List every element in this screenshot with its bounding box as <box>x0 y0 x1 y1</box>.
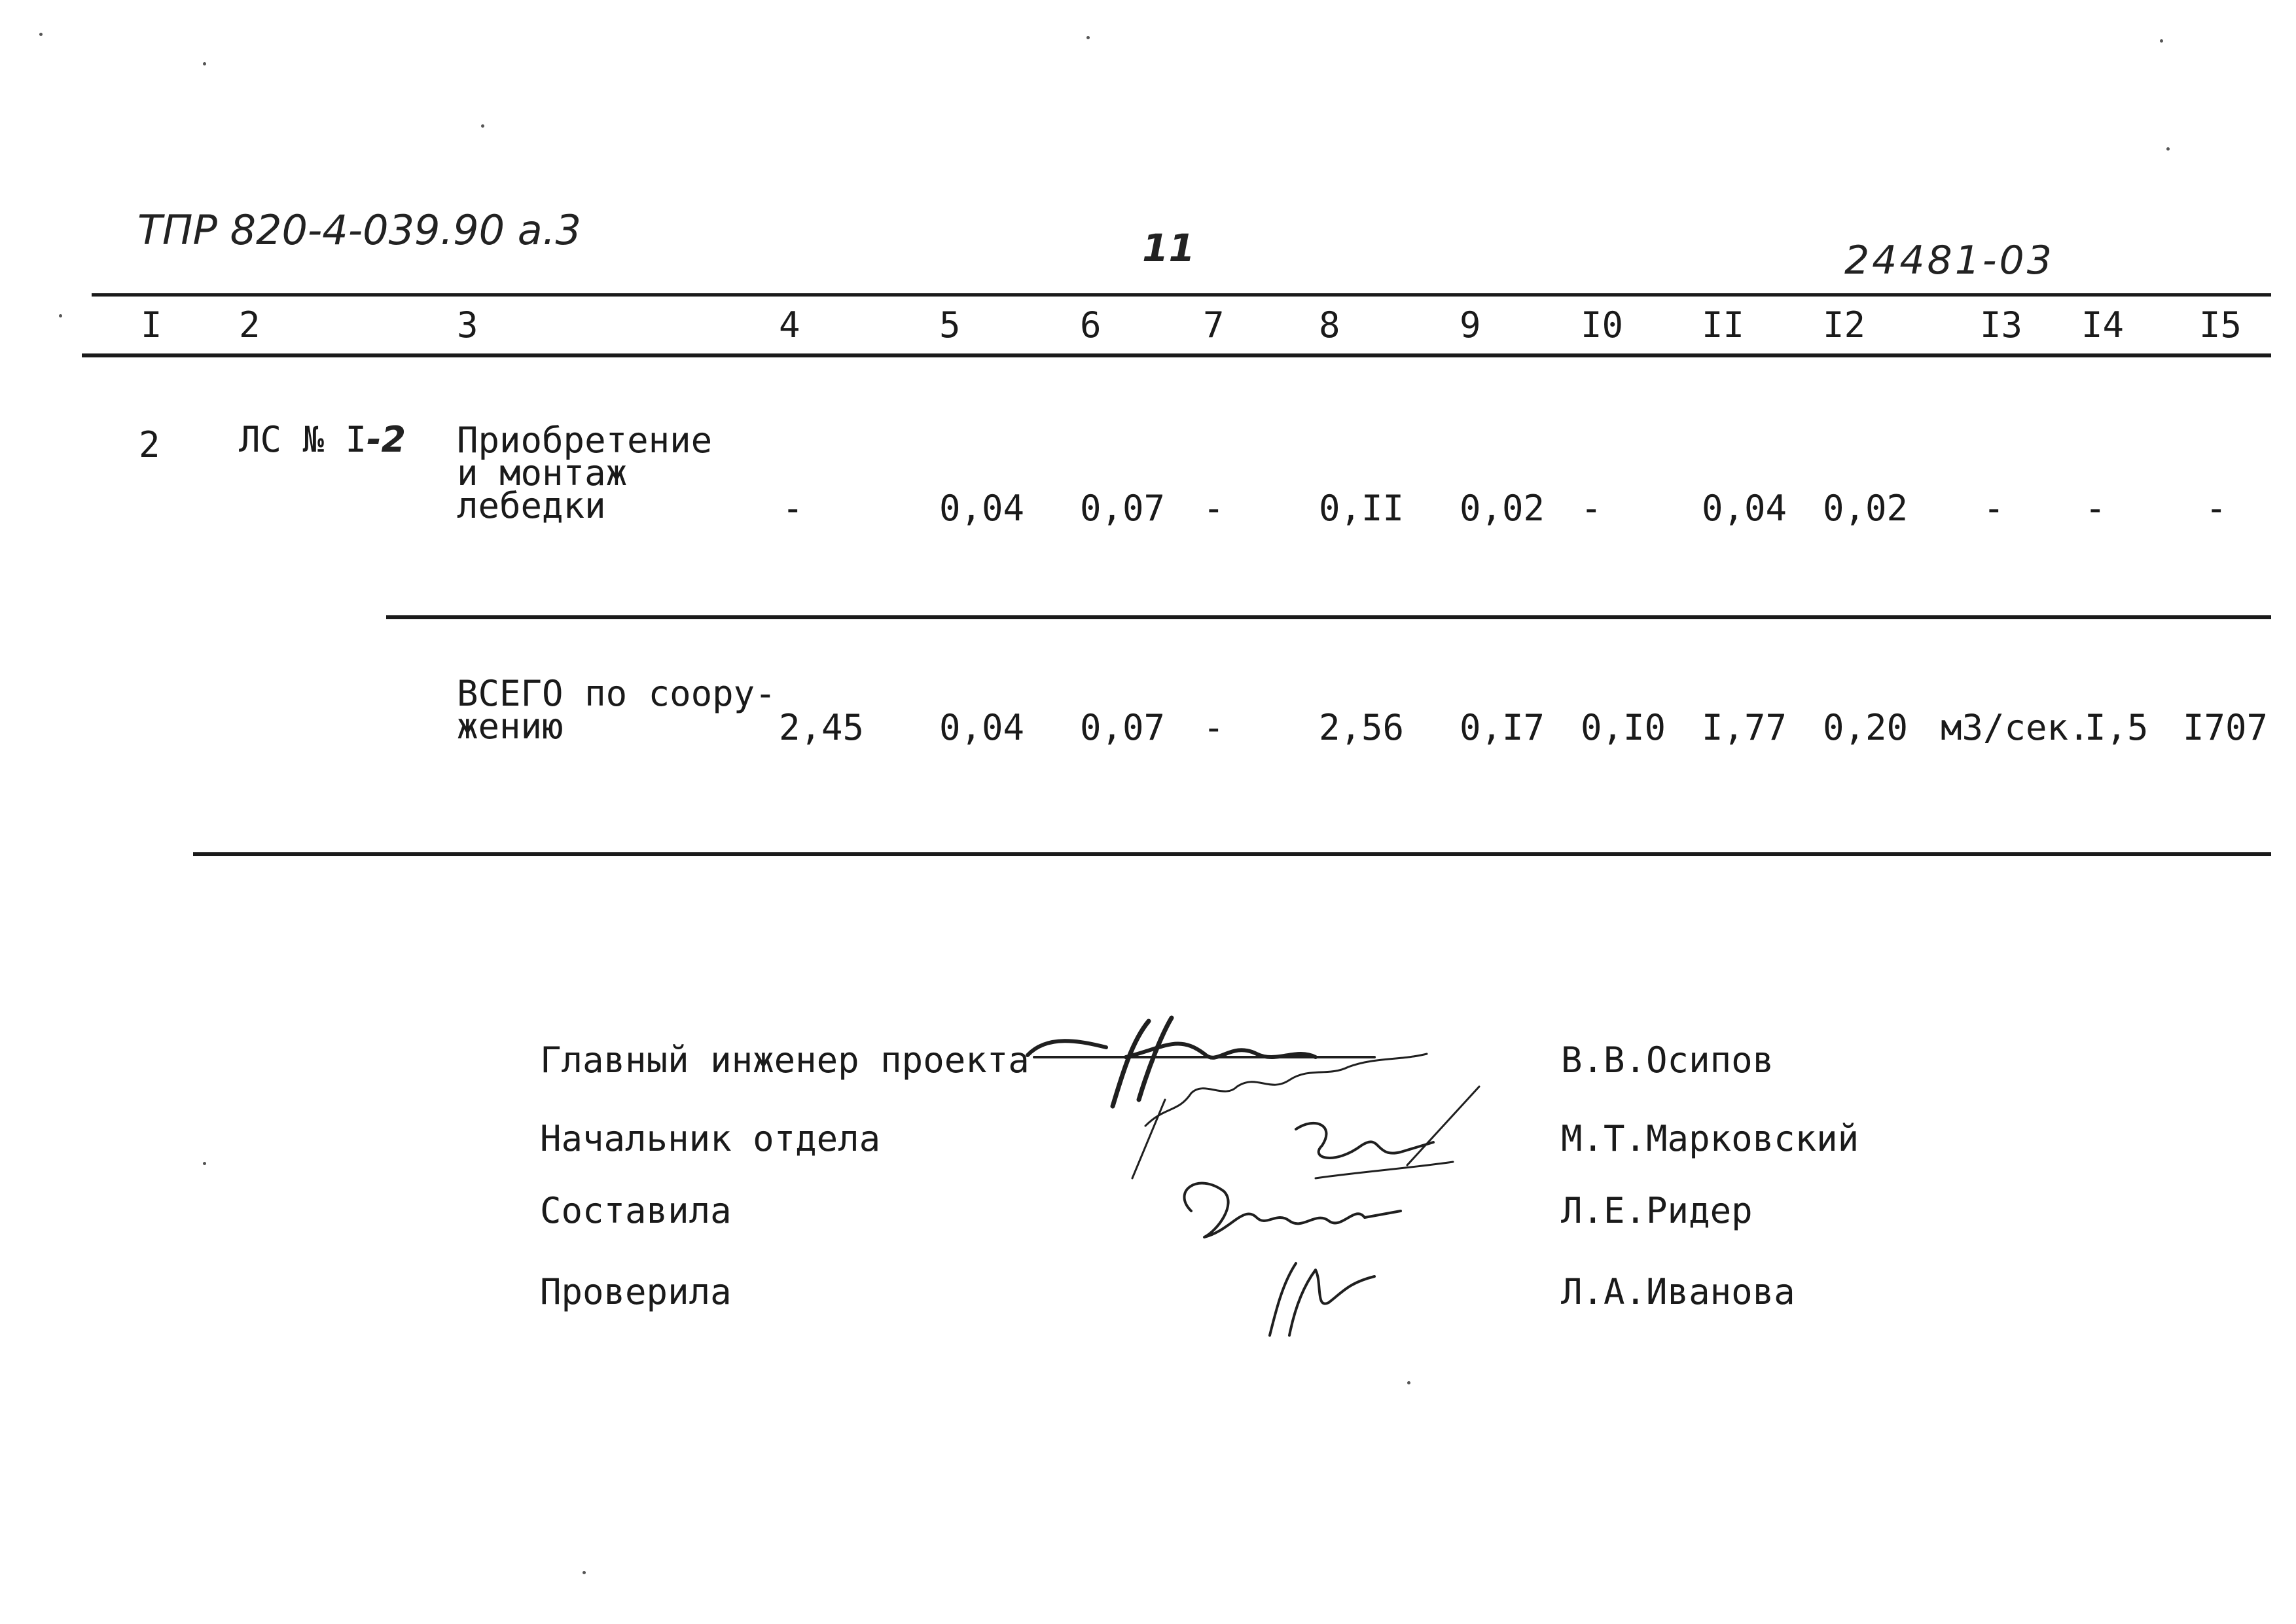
column-header-5: 5 <box>939 304 961 346</box>
estimate-ref-printed: ЛС № I <box>239 419 367 460</box>
column-header-2: 2 <box>239 304 260 346</box>
total-col-5: 0,04 <box>939 707 1025 748</box>
cell-col-13: - <box>1983 488 2005 529</box>
cell-col-8: 0,II <box>1319 488 1405 529</box>
cell-row-number: 2 <box>139 424 160 465</box>
cell-col-10: - <box>1581 488 1602 529</box>
cell-description <box>457 420 713 526</box>
total-col-11: I,77 <box>1702 707 1787 748</box>
scan-speck <box>203 1162 206 1165</box>
cell-col-4: - <box>782 488 804 529</box>
cell-col-12: 0,02 <box>1823 488 1909 529</box>
column-header-11: II <box>1702 304 1745 346</box>
cell-col-7: - <box>1203 488 1225 529</box>
signature-name-3: Л.Е.Ридер <box>1561 1190 1753 1231</box>
column-header-1: I <box>141 304 162 346</box>
scan-speck <box>59 314 62 317</box>
total-col-13: м3/сек. <box>1941 707 2090 748</box>
total-label-line-1: ВСЕГО по соору- <box>457 673 776 714</box>
column-header-8: 8 <box>1319 304 1340 346</box>
scan-speck <box>203 62 206 65</box>
scan-speck <box>2166 147 2170 151</box>
scan-speck <box>1407 1381 1410 1384</box>
total-col-7: - <box>1203 707 1225 748</box>
scan-speck <box>2160 39 2163 43</box>
total-col-15: I707 <box>2183 707 2269 748</box>
total-col-10: 0,I0 <box>1581 707 1666 748</box>
header-top-rule <box>92 293 2271 297</box>
scan-speck <box>583 1571 586 1574</box>
cell-col-9: 0,02 <box>1460 488 1545 529</box>
signature-role-3: Составила <box>540 1190 732 1231</box>
signature-role-2: Начальник отдела <box>540 1118 881 1159</box>
column-header-9: 9 <box>1460 304 1481 346</box>
subtotal-rule <box>386 615 2271 619</box>
total-label-line-2: жению <box>457 706 564 747</box>
cell-estimate-ref <box>239 419 406 460</box>
column-header-7: 7 <box>1203 304 1225 346</box>
description-line-3: лебедки <box>457 485 606 526</box>
column-header-10: I0 <box>1581 304 1624 346</box>
cell-col-11: 0,04 <box>1702 488 1787 529</box>
signature-name-1: В.В.Осипов <box>1561 1039 1774 1081</box>
cell-col-14: - <box>2085 488 2106 529</box>
total-col-6: 0,07 <box>1080 707 1166 748</box>
column-header-14: I4 <box>2081 304 2125 346</box>
scan-speck <box>1086 36 1090 39</box>
total-col-12: 0,20 <box>1823 707 1909 748</box>
total-col-8: 2,56 <box>1319 707 1405 748</box>
description-line-1: Приобретение <box>457 420 713 461</box>
signature-role-1: Главный инженер проекта <box>540 1039 1030 1081</box>
scan-speck <box>481 124 484 128</box>
document-code: ТПР 820-4-039.90 а.3 <box>137 206 581 254</box>
header-bottom-rule <box>82 353 2271 357</box>
total-col-4: 2,45 <box>779 707 865 748</box>
column-header-3: 3 <box>457 304 478 346</box>
description-line-2: и монтаж <box>457 452 628 494</box>
registration-number: 24481-03 <box>1844 238 2054 283</box>
scan-speck <box>39 33 43 36</box>
cell-col-15: - <box>2206 488 2227 529</box>
column-header-12: I2 <box>1823 304 1866 346</box>
estimate-ref-handwritten: -2 <box>367 419 406 460</box>
column-header-4: 4 <box>779 304 800 346</box>
signature-role-4: Проверила <box>540 1271 732 1312</box>
handwritten-signatures <box>1008 995 1584 1348</box>
column-header-15: I5 <box>2199 304 2242 346</box>
total-col-14: I,5 <box>2085 707 2149 748</box>
cell-col-6: 0,07 <box>1080 488 1166 529</box>
table-bottom-rule <box>193 852 2271 856</box>
cell-total-label <box>457 673 776 747</box>
column-header-6: 6 <box>1080 304 1102 346</box>
page-number: 11 <box>1142 226 1195 270</box>
cell-col-5: 0,04 <box>939 488 1025 529</box>
total-col-9: 0,I7 <box>1460 707 1545 748</box>
signature-name-4: Л.А.Иванова <box>1561 1271 1795 1312</box>
signature-name-2: М.Т.Марковский <box>1561 1118 1859 1159</box>
column-header-13: I3 <box>1980 304 2023 346</box>
